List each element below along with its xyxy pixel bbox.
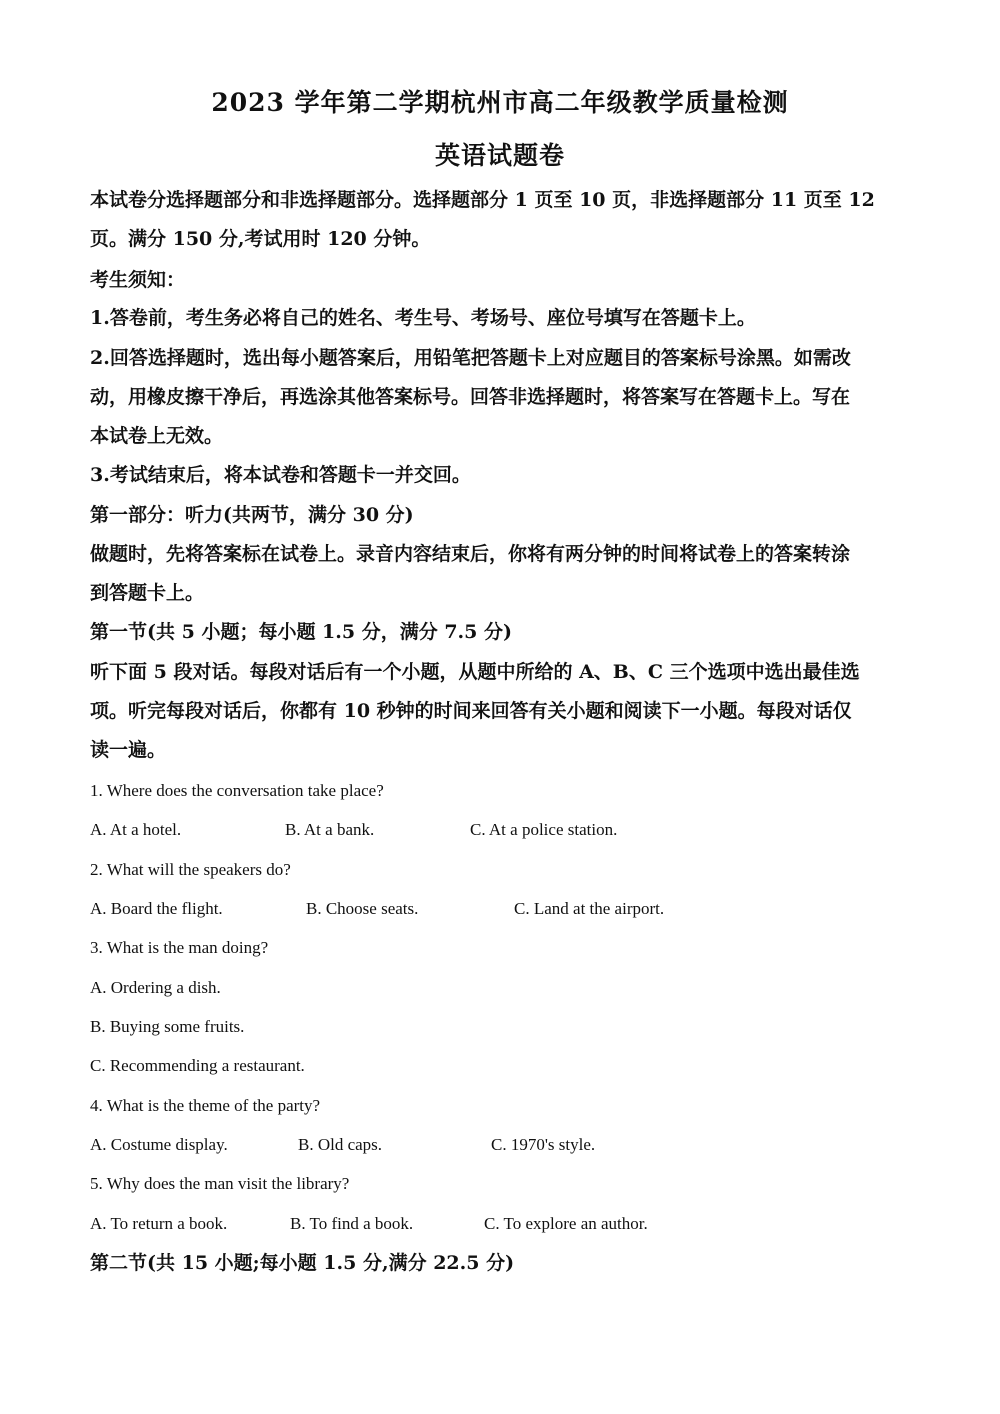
question-1: 1. Where does the conversation take place? xyxy=(90,781,384,800)
part1-instruction-line-1: 做题时，先将答案标在试卷上。录音内容结束后，你将有两分钟的时间将试卷上的答案转涂 xyxy=(90,543,851,565)
section1-instruction-line-2: 项。听完每段对话后，你都有 10 秒钟的时间来回答有关小题和阅读下一小题。每段对话仅 xyxy=(90,700,852,722)
question-2: 2. What will the speakers do? xyxy=(90,860,291,879)
question-2-option-b: B. Choose seats. xyxy=(306,899,419,918)
question-4-option-b: B. Old caps. xyxy=(298,1135,383,1154)
question-1-option-c: C. At a police station. xyxy=(470,820,618,839)
question-3-option-c: C. Recommending a restaurant. xyxy=(90,1056,305,1075)
part1-instruction-line-2: 到答题卡上。 xyxy=(90,582,205,604)
notice-item-3: 3.考试结束后，将本试卷和答题卡一并交回。 xyxy=(90,464,471,486)
intro-line-2: 页。满分 150 分,考试用时 120 分钟。 xyxy=(90,228,431,250)
section2-heading: 第二节(共 15 小题;每小题 1.5 分,满分 22.5 分) xyxy=(90,1252,515,1274)
question-2-option-a: A. Board the flight. xyxy=(90,899,223,918)
question-4-option-a: A. Costume display. xyxy=(90,1135,228,1154)
question-3: 3. What is the man doing? xyxy=(90,938,269,957)
question-2-option-c: C. Land at the airport. xyxy=(514,899,665,918)
notice-item-2-line-2: 动，用橡皮擦干净后，再选涂其他答案标号。回答非选择题时，将答案写在答题卡上。写在 xyxy=(90,386,851,408)
question-3-option-b: B. Buying some fruits. xyxy=(90,1017,245,1036)
question-5-option-b: B. To find a book. xyxy=(290,1214,414,1233)
section1-instruction-line-3: 读一遍。 xyxy=(90,739,167,761)
question-4-option-c: C. 1970's style. xyxy=(491,1135,596,1154)
notice-heading: 考生须知： xyxy=(90,269,186,291)
exam-subtitle: 英语试题卷 xyxy=(434,141,565,170)
intro-line-1: 本试卷分选择题部分和非选择题部分。选择题部分 1 页至 10 页，非选择题部分 11 页至 12 xyxy=(90,189,875,211)
question-4: 4. What is the theme of the party? xyxy=(90,1096,321,1115)
section1-instruction-line-1: 听下面 5 段对话。每段对话后有一个小题，从题中所给的 A、B、C 三个选项中选出最佳选 xyxy=(90,661,860,683)
notice-item-2-line-1: 2.回答选择题时，选出每小题答案后，用铅笔把答题卡上对应题目的答案标号涂黑。如需改 xyxy=(90,347,851,369)
part1-heading: 第一部分：听力(共两节，满分 30 分) xyxy=(90,504,414,526)
notice-item-2-line-3: 本试卷上无效。 xyxy=(90,425,224,447)
question-1-option-b: B. At a bank. xyxy=(285,820,375,839)
question-5-option-c: C. To explore an author. xyxy=(484,1214,648,1233)
question-3-option-a: A. Ordering a dish. xyxy=(90,978,221,997)
section1-heading: 第一节(共 5 小题；每小题 1.5 分，满分 7.5 分) xyxy=(90,621,512,643)
question-5-option-a: A. To return a book. xyxy=(90,1214,228,1233)
question-5: 5. Why does the man visit the library? xyxy=(90,1174,350,1193)
notice-item-1: 1.答卷前，考生务必将自己的姓名、考生号、考场号、座位号填写在答题卡上。 xyxy=(90,307,756,329)
question-1-option-a: A. At a hotel. xyxy=(90,820,182,839)
exam-title: 2023 学年第二学期杭州市高二年级教学质量检测 xyxy=(211,88,789,117)
